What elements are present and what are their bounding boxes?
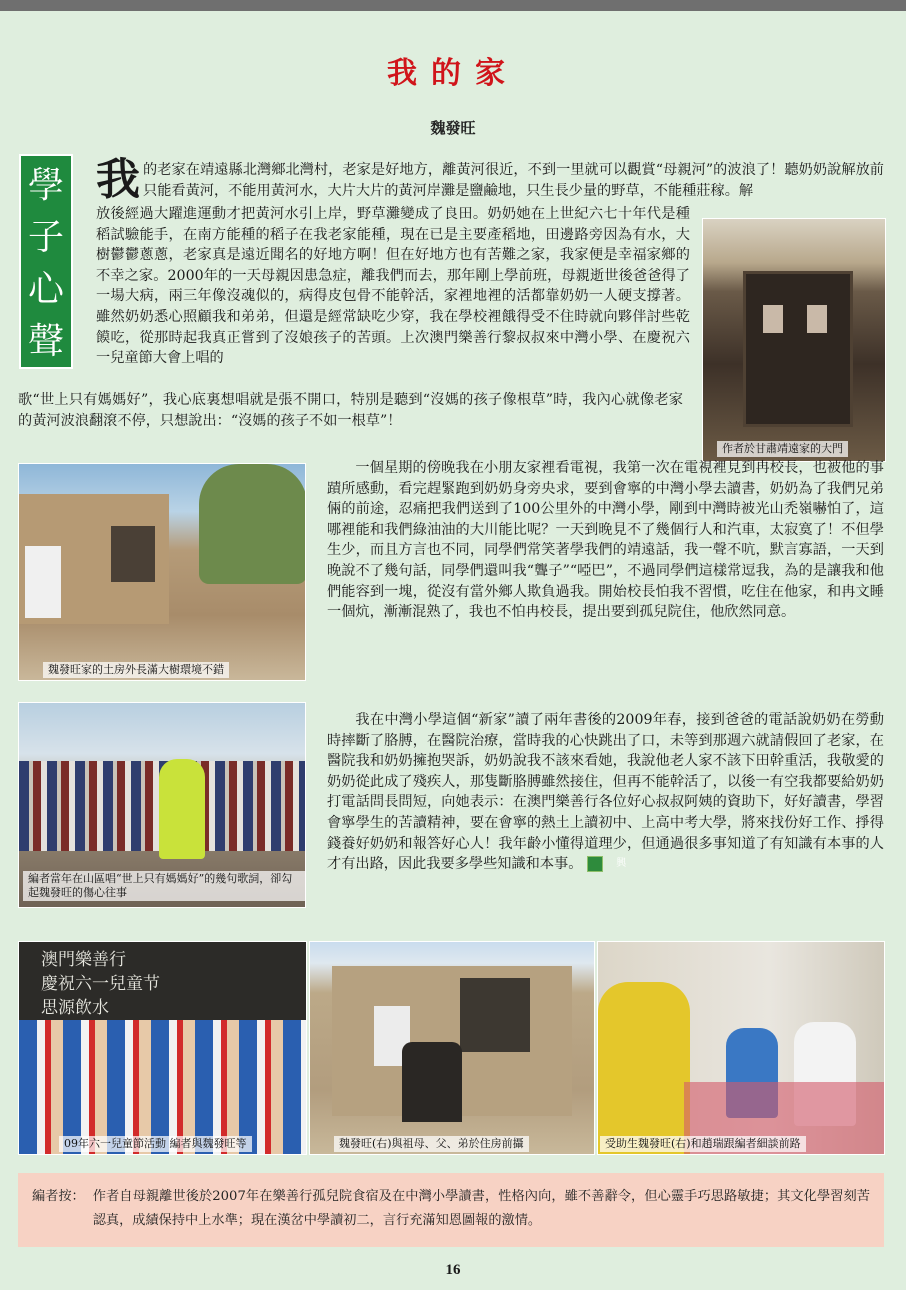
- paragraph-1-lead: [96, 154, 884, 205]
- article-author: 魏發旺: [430, 119, 476, 137]
- blackboard-line: 澳門樂善行: [41, 950, 126, 970]
- door-photo-caption: 作者於甘肅靖遠家的大門: [717, 441, 848, 457]
- editor-note-text: 作者自母親離世後於2007年在樂善行孤兒院食宿及在中灣小學讀書，性格內向，雖不善辭令，但心靈手巧思路敏捷；其文化學習刻苦認真，成績保持中上水準；現在漢岔中學讀初二，言行充滿知恩圖報的激情。: [92, 1189, 870, 1228]
- end-mark-icon: 興: [587, 856, 603, 872]
- section-tag: [19, 154, 73, 369]
- paragraph-1-lead-text: 的老家在靖遠縣北灣鄉北灣村，老家是好地方，離黃河很近，不到一里就可以觀賞“母親河”的波浪了！聽奶奶說解放前只能看黃河，不能用黃河水，大片大片的黃河岸灘是鹽鹼地，只生長少量的野草，不能種莊稼。解: [143, 162, 884, 199]
- section-tag-char: 聲: [27, 321, 64, 362]
- section-tag-char: 學: [27, 165, 64, 206]
- door-photo: [702, 218, 886, 462]
- family-photo-caption: 魏發旺(右)與祖母、父、弟於住房前攝: [334, 1136, 529, 1152]
- talk-photo: [597, 941, 885, 1155]
- page-number: 16: [445, 1262, 461, 1278]
- editor-note-label: 編者按：: [32, 1189, 85, 1204]
- house-photo: [18, 463, 306, 681]
- editor-note-body: [32, 1185, 870, 1233]
- singing-photo-caption: 編者當年在山區唱“世上只有媽媽好”的幾句歌詞，卻勾起魏發旺的傷心往事: [23, 871, 306, 901]
- top-bar: [0, 0, 906, 11]
- paragraph-1-wrap: 放後經過大躍進運動才把黃河水引上岸，野草灘變成了良田。奶奶她在上世紀六七十年代是種稻試驗能手，在南方能種的稻子在我老家能種，現在已是主要產稻地，田邊路旁因為有水，大樹鬱鬱蔥蔥，老家真是遠近聞名的好地方啊！但在好地方也有苦難之家，我家便是幸福家鄉的不幸之家。2000年的一天母親因患急症，離我們而去，那年剛上學前班，母親逝世後爸爸得了一場大病，兩三年像沒魂似的，病得皮包骨不能幹活，家裡地裡的活都靠奶奶一人硬支撐著。雖然奶奶悉心照顧我和弟弟，但還是經常缺吃少穿，我在學校裡餓得受不住時就向夥伴討些乾饃吃，從那時起我真正嘗到了沒娘孩子的苦頭。上次澳門樂善行黎叔叔來中灣小學、在慶祝六一兒童節大會上唱的: [96, 206, 690, 367]
- blackboard-line: 慶祝六一兒童节: [41, 974, 160, 994]
- paragraph-3: [327, 710, 884, 875]
- paragraph-1-tail: 歌“世上只有媽媽好”，我心底裏想唱就是張不開口，特別是聽到“沒媽的孩子像根草”時，我內心就像老家的黃河波浪翻滾不停，只想說出：“沒媽的孩子不如一根草”！: [18, 392, 683, 429]
- house-photo-caption: 魏發旺家的土房外長滿大樹環境不錯: [43, 662, 229, 678]
- blackboard-text: [41, 948, 160, 1020]
- children-photo: [18, 941, 307, 1155]
- paragraph-2: 一個星期的傍晚我在小朋友家裡看電視，我第一次在電視裡見到冉校長，也被他的事蹟所感動，看完趕緊跑到奶奶身旁央求，要到會寧的中灣小學去讀書，奶奶為了我們兄弟倆的前途，忍痛把我們送到了100公里外的中灣小學，剛到中灣時被光山禿嶺嚇怕了，這哪裡能和我們綠油油的大川能比呢？一天到晚見不了幾個行人和汽車，太寂寞了！不但學生少，而且方言也不同，同學們常笑著學我們的靖遠話，我一聲不吭，默言寡語，一天到晚說不了幾句話，同學們還叫我“聾子”“啞巴”，不過同學們這樣常逗我，為的是讓我和他們能容到一塊，從沒有當外鄉人欺負過我。開始校長怕我不習慣，吃住在他家，和冉文睡一個炕，漸漸混熟了，我也不怕冉校長，提出要到孤兒院住，他欣然同意。: [327, 460, 884, 621]
- section-tag-char: 子: [27, 217, 64, 258]
- editor-note: [18, 1173, 884, 1247]
- paragraph-3-text: 我在中灣小學這個“新家”讀了兩年書後的2009年春，接到爸爸的電話說奶奶在勞動時摔斷了胳膊，在醫院治療，當時我的心快跳出了口，未等到那週六就請假回了老家，在醫院我和奶奶擁抱哭訴，奶奶說我不該來看她，我說他老人家不該下田幹重活，我敬愛的奶奶從此成了殘疾人，那隻斷胳膊雖然接住，但再不能幹活了，以後一有空我都要給奶奶打電話問長問短，向她表示：在澳門樂善行各位好心叔叔阿姨的資助下，好好讀書，學習會寧學生的苦讀精神，要在會寧的熱土上讀初中、上高中考大學，將來找份好工作、掙得錢養好奶奶和報答好心人！我年齡小懂得道理少，但通過很多事知道了有知識有本事的人才有出路，因此我要多學些知識和本事。: [327, 712, 884, 873]
- dropcap: 我: [96, 154, 140, 205]
- blackboard-line: 思源飲水: [41, 998, 109, 1018]
- singing-photo: [18, 702, 306, 908]
- section-tag-char: 心: [27, 269, 64, 310]
- children-photo-caption: 09年六一兒童節活動 編者與魏發旺等: [59, 1136, 252, 1152]
- article-title: 我的家: [387, 56, 519, 91]
- talk-photo-caption: 受助生魏發旺(右)和趙瑞跟編者細談前路: [600, 1136, 806, 1152]
- family-photo: [309, 941, 595, 1155]
